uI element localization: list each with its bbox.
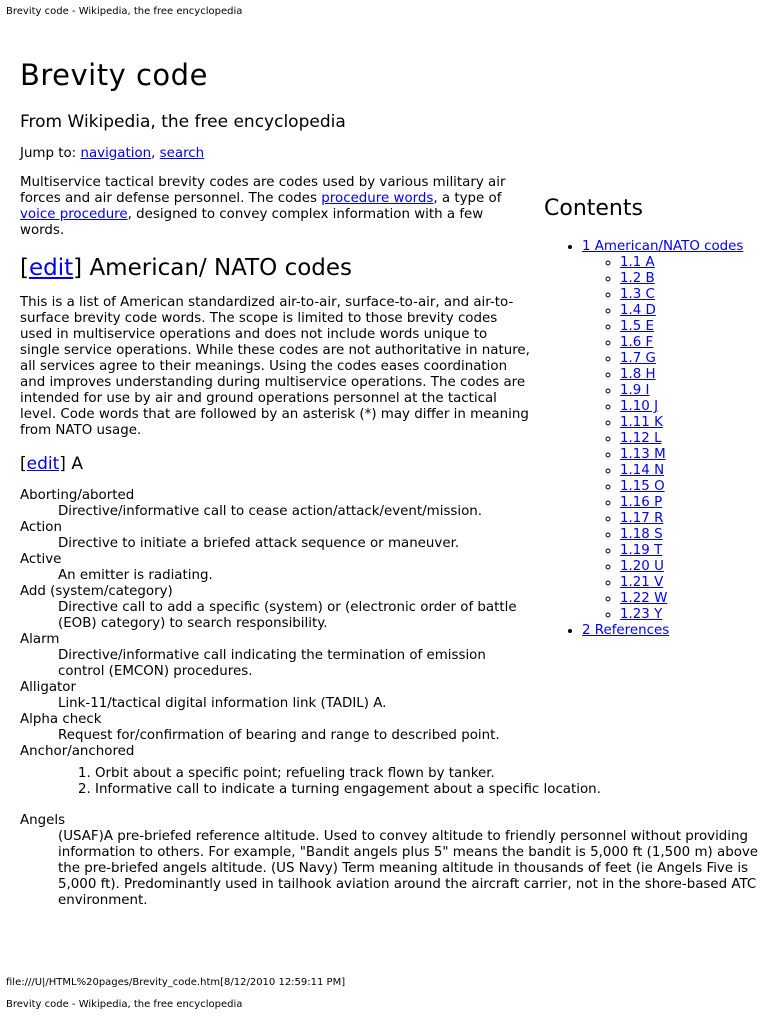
definition: (USAF)A pre-briefed reference altitude. Used to convey altitude to friendly personnel without providing information to others. For example, "Bandit angels plus 5" means the bandit is 5,000 ft (1,500 m) above the pre-briefed angels altitude. (US Navy) Term meaning altitude in thousands of feet (ie Angels Five is 5,000 ft). Predominantly used in tailhook aviation around the aircraft carrier, not in the shore-based ATC environment. (58, 829, 759, 908)
definition (20, 766, 768, 798)
toc-subitem (620, 447, 764, 463)
term: Action (20, 520, 62, 535)
toc-link[interactable]: 1.16 P (620, 495, 663, 510)
toc-link-american-nato[interactable]: 1 American/NATO codes (582, 239, 744, 254)
toc-link[interactable]: 1.14 N (620, 463, 665, 478)
page-title: Brevity code (20, 58, 208, 92)
toc-subitem (620, 271, 764, 287)
toc-subitem (620, 479, 764, 495)
toc-link[interactable]: 1.15 O (620, 479, 665, 494)
toc-subitem (620, 511, 764, 527)
intro-text-1: Multiservice tactical brevity codes are codes used by various military air forces and air defense personnel. The codes (20, 175, 506, 206)
term: Add (system/category) (20, 584, 173, 599)
toc-link-references[interactable]: 2 References (582, 623, 670, 638)
table-of-contents (544, 196, 764, 639)
toc-heading: Contents (544, 196, 643, 221)
toc-link[interactable]: 1.21 V (620, 575, 664, 590)
term: Aborting/aborted (20, 488, 135, 503)
term: Active (20, 552, 62, 567)
term: Angels (20, 813, 66, 828)
bracket-open: [ (20, 454, 27, 474)
toc-subitem (620, 319, 764, 335)
toc-subitem (620, 287, 764, 303)
toc-subitem (620, 335, 764, 351)
page-subtitle: From Wikipedia, the free encyclopedia (20, 112, 346, 132)
toc-link[interactable]: 1.3 C (620, 287, 655, 302)
toc-subitem (620, 255, 764, 271)
intro-text-2: , a type of (433, 191, 502, 206)
toc-subitem (620, 303, 764, 319)
toc-link[interactable]: 1.18 S (620, 527, 663, 542)
toc-subitem (620, 591, 764, 607)
toc-link[interactable]: 1.7 G (620, 351, 656, 366)
jump-separator: , (151, 146, 160, 161)
navigation-link[interactable]: navigation (80, 146, 152, 161)
section-heading-american-nato (20, 255, 530, 281)
toc-subitem (620, 415, 764, 431)
print-footer-url: file:///U|/HTML%20pages/Brevity_code.htm[8/12/2010 12:59:11 PM] (6, 977, 346, 988)
edit-link-section1[interactable]: edit (28, 255, 74, 281)
toc-subitem (620, 559, 764, 575)
toc-link[interactable]: 1.13 M (620, 447, 666, 462)
toc-item (582, 623, 764, 639)
toc-link[interactable]: 1.6 F (620, 335, 654, 350)
jump-to-bar (20, 146, 530, 161)
toc-sublist (582, 255, 764, 623)
toc-subitem (620, 383, 764, 399)
term: Anchor/anchored (20, 744, 135, 759)
procedure-words-link[interactable]: procedure words (321, 191, 434, 206)
definition: Directive to initiate a briefed attack sequence or maneuver. (58, 536, 460, 551)
definition: Directive call to add a specific (system) or (electronic order of battle (EOB) category) to search responsibility. (58, 600, 517, 631)
toc-subitem (620, 543, 764, 559)
toc-link[interactable]: 1.11 K (620, 415, 663, 430)
print-header: Brevity code - Wikipedia, the free encyclopedia (6, 6, 243, 17)
toc-subitem (620, 367, 764, 383)
term: Alpha check (20, 712, 102, 727)
definition: Directive/informative call indicating the termination of emission control (EMCON) procedures. (58, 648, 486, 679)
term: Alligator (20, 680, 76, 695)
toc-link[interactable]: 1.4 D (620, 303, 656, 318)
toc-link[interactable]: 1.9 I (620, 383, 650, 398)
toc-list (544, 239, 764, 639)
toc-link[interactable]: 1.12 L (620, 431, 662, 446)
definition: Directive/informative call to cease action/attack/event/mission. (58, 504, 483, 519)
intro-paragraph (20, 175, 530, 239)
toc-item (582, 239, 764, 623)
section-description: This is a list of American standardized air-to-air, surface-to-air, and air-to-surface brevity code words. The scope is limited to those brevity codes used in multiservice operations and does not include words unique to single service operations. While these codes are not authoritative in nature, all services agree to their meanings. Using the codes eases coordination and improves understanding during multiservice operations. The codes are intended for use by air and ground operations personnel at the tactical level. Code words that are followed by an asterisk (*) may differ in meaning from NATO usage. (20, 295, 530, 438)
toc-link[interactable]: 1.10 J (620, 399, 659, 414)
toc-subitem (620, 399, 764, 415)
anchor-numbered-list (20, 766, 768, 798)
subsection-heading-a (20, 454, 530, 474)
toc-subitem (620, 431, 764, 447)
list-item: 2. Informative call to indicate a turning engagement about a specific location. (95, 782, 768, 798)
print-footer-title: Brevity code - Wikipedia, the free encyclopedia (6, 999, 243, 1010)
bracket-close: ] (59, 454, 72, 474)
definition: Request for/confirmation of bearing and range to described point. (58, 728, 500, 743)
toc-subitem (620, 351, 764, 367)
toc-link[interactable]: 1.19 T (620, 543, 663, 558)
section-title: American/ NATO codes (89, 255, 353, 281)
intro-text-3: , designed to convey complex information with a few words. (20, 207, 484, 238)
toc-subitem (620, 463, 764, 479)
toc-subitem (620, 575, 764, 591)
toc-link[interactable]: 1.22 W (620, 591, 668, 606)
definition: Link-11/tactical digital information link (TADIL) A. (58, 696, 387, 711)
toc-subitem (620, 495, 764, 511)
toc-link[interactable]: 1.23 Y (620, 607, 663, 622)
edit-link-a[interactable]: edit (26, 454, 60, 474)
toc-link[interactable]: 1.5 E (620, 319, 655, 334)
definition: An emitter is radiating. (58, 568, 213, 583)
bracket-open: [ (20, 255, 29, 281)
toc-link[interactable]: 1.2 B (620, 271, 655, 286)
voice-procedure-link[interactable]: voice procedure (20, 207, 128, 222)
toc-link[interactable]: 1.1 A (620, 255, 655, 270)
toc-link[interactable]: 1.8 H (620, 367, 656, 382)
list-item: 1. Orbit about a specific point; refueling track flown by tanker. (95, 766, 768, 782)
subsection-title: A (71, 454, 83, 474)
jump-label: Jump to: (20, 146, 81, 161)
toc-subitem (620, 607, 764, 623)
term: Alarm (20, 632, 60, 647)
toc-link[interactable]: 1.20 U (620, 559, 664, 574)
toc-subitem (620, 527, 764, 543)
search-link[interactable]: search (159, 146, 205, 161)
toc-link[interactable]: 1.17 R (620, 511, 664, 526)
bracket-close: ] (73, 255, 90, 281)
